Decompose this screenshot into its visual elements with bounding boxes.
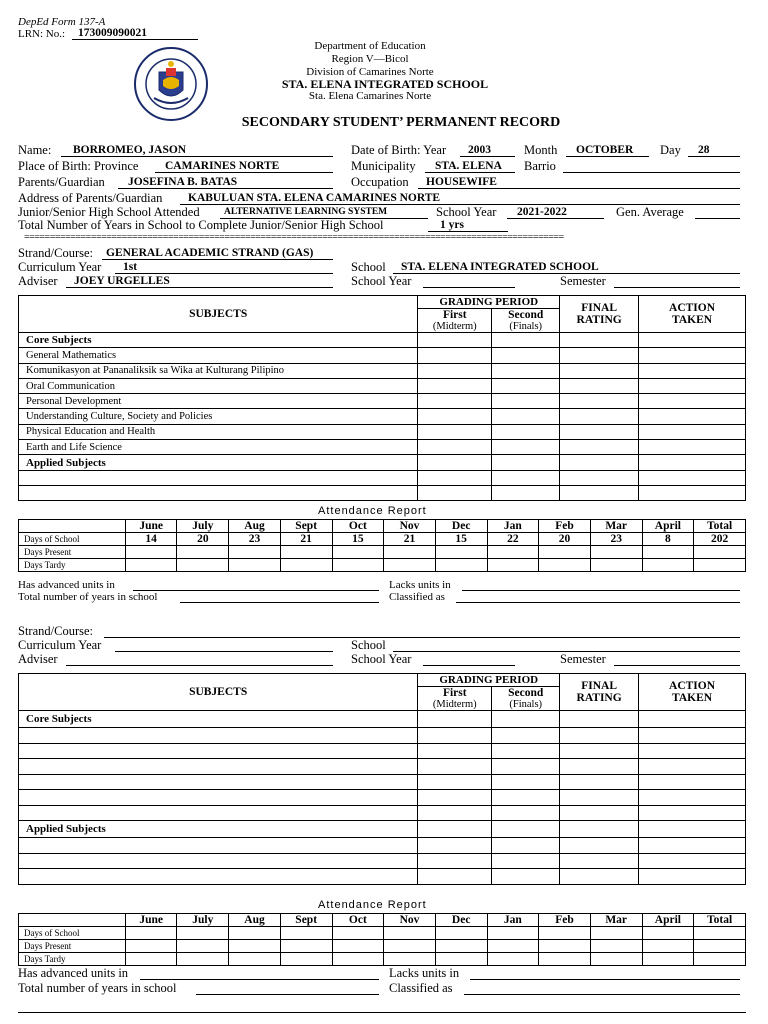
sem1-attendance-table: June July Aug Sept Oct Nov Dec Jan Feb Mar April Total Days of School 14 20 23 21 15 21 15 22 20 23 8 202 Days Present Days Tardy — [18, 519, 746, 572]
sem2-strand-label: Strand/Course: — [18, 624, 93, 638]
header-school: STA. ELENA INTEGRATED SCHOOL — [281, 77, 489, 91]
sem1-total-years-line — [180, 602, 379, 603]
final-rating-header: FINAL RATING — [560, 674, 639, 711]
days-of-school-row: Days of School — [19, 927, 746, 940]
table-row — [19, 838, 746, 854]
sem2-school-label: School — [351, 638, 386, 652]
sem1-strand-label: Strand/Course: — [18, 246, 93, 260]
dob-month: OCTOBER — [566, 144, 649, 157]
address-value: KABULUAN STA. ELENA CAMARINES NORTE — [180, 192, 740, 205]
core-subjects-heading: Core Subjects — [19, 711, 418, 728]
sem1-lacks-units-line — [462, 590, 740, 591]
sem2-adv-units-label: Has advanced units in — [18, 966, 129, 980]
sem1-adviser-label: Adviser — [18, 274, 58, 288]
days-present-row: Days Present — [19, 940, 746, 953]
table-row — [19, 743, 746, 759]
table-row — [19, 759, 746, 775]
sem2-adviser-label: Adviser — [18, 652, 58, 666]
days-tardy-row: Days Tardy — [19, 559, 746, 572]
table-row — [19, 455, 746, 470]
sem1-semester-label: Semester — [560, 274, 606, 288]
action-taken-header: ACTION TAKEN — [639, 674, 746, 711]
header-dept: Department of Education — [314, 40, 426, 52]
sem1-classified-label: Classified as — [389, 591, 445, 603]
sem1-curriculum-value: 1st — [115, 261, 333, 274]
sem1-school-value: STA. ELENA INTEGRATED SCHOOL — [393, 261, 740, 274]
header-division: Division of Camarines Norte — [306, 66, 434, 78]
sem1-school-year-value — [423, 275, 515, 288]
sem1-subjects-table — [18, 295, 746, 501]
barrio-label: Barrio — [524, 159, 556, 173]
sem1-classified-line — [456, 602, 740, 603]
subject-name: Personal Development — [19, 394, 418, 409]
subject-name: Understanding Culture, Society and Policies — [19, 409, 418, 424]
pob-province: CAMARINES NORTE — [155, 160, 333, 173]
dob-day: 28 — [688, 144, 740, 157]
parents-label: Parents/Guardian — [18, 175, 105, 189]
sem1-strand-value: GENERAL ACADEMIC STRAND (GAS) — [102, 247, 333, 260]
sem2-total-years-label: Total number of years in school — [18, 981, 177, 995]
address-label: Address of Parents/Guardian — [18, 191, 163, 205]
days-tardy-row: Days Tardy — [19, 953, 746, 966]
sem1-adv-units-label: Has advanced units in — [18, 579, 115, 591]
days-of-school-row: Days of School 14 20 23 21 15 21 15 22 20 23 8 202 — [19, 533, 746, 546]
name-value: BORROMEO, JASON — [61, 144, 333, 157]
second-finals-header: Second (Finals) — [492, 687, 560, 711]
gen-avg-value — [695, 206, 740, 219]
occupation-label: Occupation — [351, 175, 409, 189]
table-row — [19, 774, 746, 790]
separator: ========================================================================================================= — [24, 232, 564, 243]
subjects-header: SUBJECTS — [19, 674, 418, 711]
page-title: SECONDARY STUDENT’ PERMANENT RECORD — [241, 115, 561, 130]
final-rating-header: FINAL RATING — [560, 296, 639, 333]
table-row — [19, 348, 746, 363]
sem2-attendance-title: Attendance Report — [318, 899, 427, 911]
sem2-adviser-line — [66, 665, 333, 666]
second-finals-header: Second (Finals) — [492, 309, 560, 333]
total-years-value: 1 yrs — [428, 219, 508, 232]
table-row — [19, 424, 746, 439]
sem2-classified-line — [464, 994, 740, 995]
sem2-curriculum-line — [115, 651, 333, 652]
subject-name: Oral Communication — [19, 378, 418, 393]
sem2-classified-label: Classified as — [389, 981, 453, 995]
day-label: Day — [660, 143, 681, 157]
table-row — [19, 728, 746, 744]
grading-period-header: GRADING PERIOD — [418, 674, 560, 687]
sem1-attendance-title: Attendance Report — [318, 505, 427, 517]
table-row — [19, 790, 746, 806]
table-row — [19, 363, 746, 378]
total-years-label: Total Number of Years in School to Complete Junior/Senior High School — [18, 218, 384, 232]
sem2-lacks-units-line — [470, 979, 740, 980]
action-taken-header: ACTION TAKEN — [639, 296, 746, 333]
table-row — [19, 853, 746, 869]
table-row — [19, 805, 746, 821]
sem1-school-label: School — [351, 260, 386, 274]
grading-period-header: GRADING PERIOD — [418, 296, 560, 309]
gen-avg-label: Gen. Average — [616, 205, 684, 219]
school-year-label: School Year — [436, 205, 497, 219]
first-midterm-header: First (Midterm) — [418, 687, 492, 711]
month-label: Month — [524, 143, 558, 157]
table-row — [19, 378, 746, 393]
sem1-lacks-units-label: Lacks units in — [389, 579, 451, 591]
table-row — [19, 869, 746, 885]
seal-icon — [121, 46, 221, 122]
table-row — [19, 821, 746, 838]
sem2-semester-line — [614, 665, 740, 666]
header-address: Sta. Elena Camarines Norte — [308, 90, 432, 102]
deped-seal — [121, 46, 221, 122]
subject-name: General Mathematics — [19, 348, 418, 363]
dob-year: 2003 — [460, 144, 515, 157]
table-row — [19, 440, 746, 455]
sem2-adv-units-line — [140, 979, 379, 980]
lrn-value: 173009090021 — [72, 27, 198, 40]
sem2-subjects-table — [18, 673, 746, 885]
table-row — [19, 394, 746, 409]
sem1-curriculum-label: Curriculum Year — [18, 260, 102, 274]
name-label: Name: — [18, 143, 52, 157]
sem2-school-year-line — [423, 665, 515, 666]
page-bottom-rule — [18, 1012, 746, 1013]
core-subjects-heading: Core Subjects — [19, 333, 418, 348]
table-row — [19, 333, 746, 348]
barrio-value — [563, 160, 740, 173]
occupation-value: HOUSEWIFE — [418, 176, 740, 189]
lrn-label: LRN: No.: — [18, 28, 66, 40]
table-row — [19, 485, 746, 500]
sem1-adviser-value: JOEY URGELLES — [66, 275, 333, 288]
table-row — [19, 409, 746, 424]
first-midterm-header: First (Midterm) — [418, 309, 492, 333]
subjects-header: SUBJECTS — [19, 296, 418, 333]
sem1-school-year-label: School Year — [351, 274, 412, 288]
applied-subjects-heading: Applied Subjects — [19, 455, 418, 470]
sem2-strand-line — [104, 637, 740, 638]
subject-name: Komunikasyon at Pananaliksik sa Wika at Kulturang Pilipino — [19, 363, 418, 378]
subject-name: Earth and Life Science — [19, 440, 418, 455]
sem1-adv-units-line — [133, 590, 379, 591]
parents-value: JOSEFINA B. BATAS — [118, 176, 333, 189]
header-region: Region V—Bicol — [331, 53, 409, 65]
form-code: DepEd Form 137-A — [18, 16, 106, 28]
municipality-value: STA. ELENA — [425, 160, 515, 173]
sem2-curriculum-label: Curriculum Year — [18, 638, 102, 652]
subject-name: Physical Education and Health — [19, 424, 418, 439]
days-present-row: Days Present — [19, 546, 746, 559]
sem1-total-years-label: Total number of years in school — [18, 591, 158, 603]
pob-label: Place of Birth: Province — [18, 159, 139, 173]
municipality-label: Municipality — [351, 159, 416, 173]
school-year-value: 2021-2022 — [507, 206, 604, 219]
sem1-semester-value — [614, 275, 740, 288]
table-row — [19, 711, 746, 728]
table-row — [19, 470, 746, 485]
dob-label: Date of Birth: Year — [351, 143, 447, 157]
sem2-lacks-units-label: Lacks units in — [389, 966, 460, 980]
school-attended-value: ALTERNATIVE LEARNING SYSTEM — [220, 206, 428, 219]
sem2-attendance-table: June July Aug Sept Oct Nov Dec Jan Feb Mar April Total Days of School Days Present Days Tardy — [18, 913, 746, 966]
sem2-semester-label: Semester — [560, 652, 606, 666]
applied-subjects-heading: Applied Subjects — [19, 821, 418, 838]
school-attended-label: Junior/Senior High School Attended — [18, 205, 200, 219]
sem2-school-year-label: School Year — [351, 652, 412, 666]
sem2-total-years-line — [196, 994, 379, 995]
